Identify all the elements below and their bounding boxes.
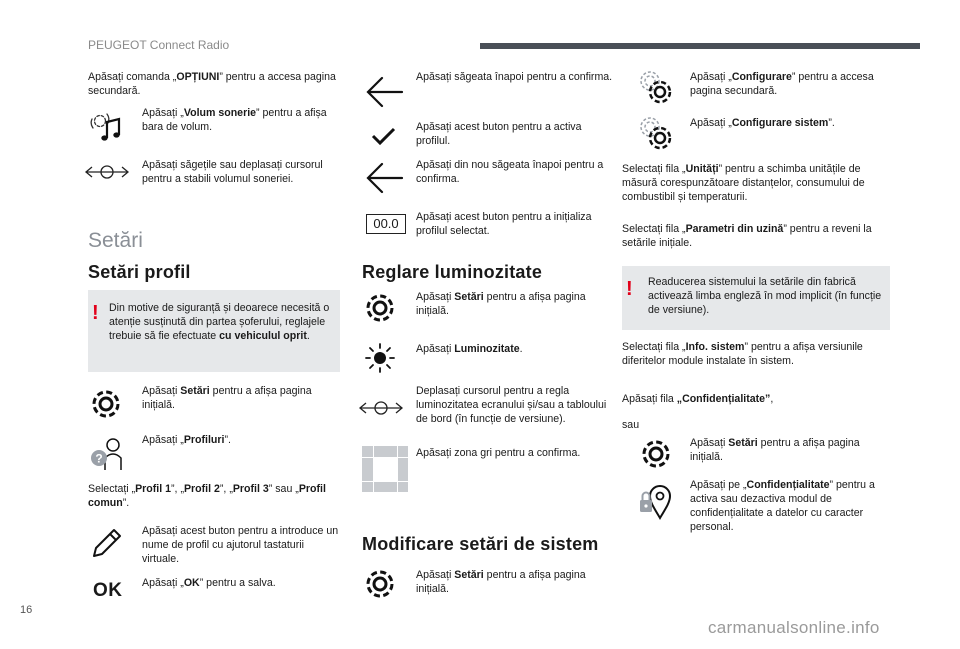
checkmark-icon [362, 114, 406, 158]
volume-instruction: Apăsați „Volum sonerie” pentru a afișa bara de volum. [142, 107, 327, 133]
settings-instruction-2: Apăsați Setări pentru a afișa pagina inițială. [416, 291, 586, 317]
back-arrow-icon [362, 70, 406, 114]
reset-instruction: Apăsați acest buton pentru a inițializa profilul selectat. [416, 211, 592, 237]
slider-instruction: Deplasați cursorul pentru a regla luminozitatea ecranului și/sau a tabloului de bord (în funcție de versiune). [416, 385, 607, 425]
system-info-instruction: Selectați fila „Info. sistem” pentru a afișa versiunile diferitelor module instalate în sistem. [622, 341, 863, 367]
units-instruction: Selectați fila „Unități” pentru a schimba unitățile de măsură corespunzătoare distanțelor, consumului de combustibil și temperaturii. [622, 163, 865, 203]
privacy-tab-instruction: Apăsați fila „Confidențialitate”, [622, 393, 774, 405]
warning-box [88, 290, 340, 372]
profiles-instruction: Apăsați „Profiluri”. [142, 434, 231, 446]
ok-button-icon: OK [93, 580, 123, 601]
factory-warning-text: Readucerea sistemului la setările din fabrică activează limba engleză în mod implicit (în funcție de versiune). [648, 276, 882, 316]
configure-icon [634, 66, 678, 110]
ok-instruction: Apăsați „OK” pentru a salva. [142, 577, 276, 589]
warning-text: Din motive de siguranță și deoarece necesită o atenție susținută din partea șoferului, reglajele trebuie să fie efectuate cu vehiculul oprit. [109, 302, 330, 342]
watermark: carmanualsonline.info [708, 618, 880, 637]
slider-arrows-icon-2 [358, 386, 404, 430]
settings-gear-icon-3 [358, 562, 402, 606]
settings-gear-icon [84, 382, 128, 426]
edit-name-instruction: Apăsați acest buton pentru a introduce un nume de profil cu ajutorul tastaturii virtuale. [142, 525, 339, 565]
configure-instruction: Apăsați „Configurare” pentru a accesa pagina secundară. [690, 71, 874, 97]
brightness-icon [358, 336, 402, 380]
profiles-icon [84, 432, 128, 476]
factory-instruction: Selectați fila „Parametri din uzină” pentru a reveni la setările inițiale. [622, 223, 872, 249]
configure-system-instruction: Apăsați „Configurare sistem”. [690, 117, 835, 129]
header-bar [480, 43, 920, 49]
activate-instruction: Apăsați acest buton pentru a activa profilul. [416, 121, 582, 147]
section-title: Setări [88, 229, 143, 252]
select-profile-instruction: Selectați „Profil 1”, „Profil 2”, „Profil 3” sau „Profil comun”. [88, 483, 326, 509]
settings-instruction-4: Apăsați Setări pentru a afișa pagina inițială. [690, 437, 860, 463]
settings-instruction-3: Apăsați Setări pentru a afișa pagina inițială. [416, 569, 586, 595]
brightness-heading: Reglare luminozitate [362, 262, 543, 282]
grey-zone-icon [362, 446, 408, 492]
or-text: sau [622, 419, 640, 431]
grey-confirm-instruction: Apăsați zona gri pentru a confirma. [416, 447, 581, 459]
slider-arrows-icon [84, 150, 130, 194]
profile-settings-heading: Setări profil [88, 262, 191, 282]
factory-warning-box [622, 266, 890, 330]
settings-gear-icon-2 [358, 286, 402, 330]
volume-settings-icon [84, 104, 128, 148]
back-arrow-icon-2 [362, 156, 406, 200]
cursor-instruction: Apăsați săgețile sau deplasați cursorul pentru a stabili volumul soneriei. [142, 159, 323, 185]
privacy-location-icon [634, 480, 678, 524]
settings-instruction: Apăsați Setări pentru a afișa pagina inițială. [142, 385, 312, 411]
page-number: 16 [20, 604, 33, 616]
warning-icon: ! [92, 302, 99, 324]
options-instruction: Apăsați comanda „OPȚIUNI” pentru a accesa pagina secundară. [88, 71, 336, 97]
back-again-instruction: Apăsați din nou săgeata înapoi pentru a confirma. [416, 159, 604, 185]
svg-text:?: ? [95, 451, 103, 466]
pencil-icon [84, 520, 128, 564]
system-settings-heading: Modificare setări de sistem [362, 534, 599, 554]
privacy-instruction: Apăsați pe „Confidențialitate” pentru a activa sau dezactiva modul de confidențialitate a datelor cu caracter personal. [690, 479, 875, 533]
settings-gear-icon-4 [634, 432, 678, 476]
running-header: PEUGEOT Connect Radio [88, 38, 230, 52]
back-confirm-instruction: Apăsați săgeata înapoi pentru a confirma. [416, 71, 613, 83]
reset-button-icon: 00.0 [366, 214, 406, 234]
configure-system-icon [634, 112, 678, 156]
brightness-instruction: Apăsați Luminozitate. [416, 343, 523, 355]
warning-icon-2: ! [626, 278, 633, 300]
